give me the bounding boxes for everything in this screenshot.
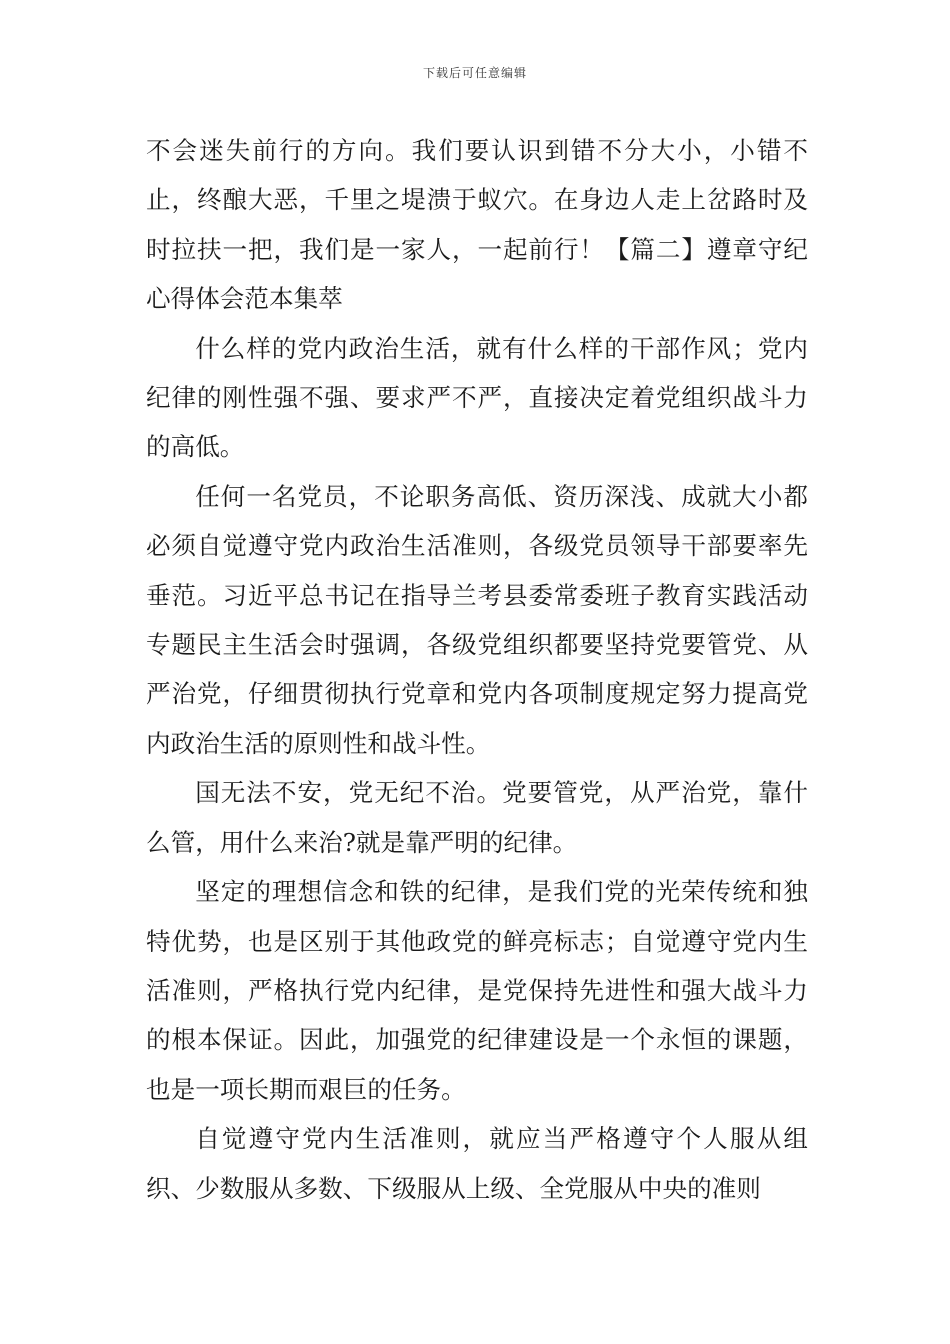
- paragraph-3: 任何一名党员，不论职务高低、资历深浅、成就大小都必须自觉遵守党内政治生活准则，各级党员领导干部要率先垂范。习近平总书记在指导兰考县委常委班子教育实践活动专题民主生活会时强调，各级党组织都要坚持党要管党、从严治党，仔细贯彻执行党章和党内各项制度规定努力提高党内政治生活的原则性和战斗性。: [146, 481, 808, 758]
- paragraph-4: 国无法不安，党无纪不治。党要管党，从严治党，靠什么管，用什么来治?就是靠严明的纪律。: [146, 778, 808, 857]
- document-body: [146, 126, 808, 1213]
- paragraph-6: 自觉遵守党内生活准则，就应当严格遵守个人服从组织、少数服从多数、下级服从上级、全党服从中央的准则: [146, 1124, 808, 1203]
- header-note: 下载后可任意编辑: [422, 66, 527, 80]
- paragraph-2: 什么样的党内政治生活，就有什么样的干部作风；党内纪律的刚性强不强、要求严不严，直接决定着党组织战斗力的高低。: [146, 333, 808, 462]
- paragraph-1: 不会迷失前行的方向。我们要认识到错不分大小，小错不止，终酿大恶，千里之堤溃于蚁穴。在身边人走上岔路时及时拉扶一把，我们是一家人，一起前行！【篇二】遵章守纪心得体会范本集萃: [146, 136, 808, 314]
- paragraph-5: 坚定的理想信念和铁的纪律，是我们党的光荣传统和独特优势，也是区别于其他政党的鲜亮标志；自觉遵守党内生活准则，严格执行党内纪律，是党保持先进性和强大战斗力的根本保证。因此，加强党的纪律建设是一个永恒的课题，也是一项长期而艰巨的任务。: [146, 877, 808, 1104]
